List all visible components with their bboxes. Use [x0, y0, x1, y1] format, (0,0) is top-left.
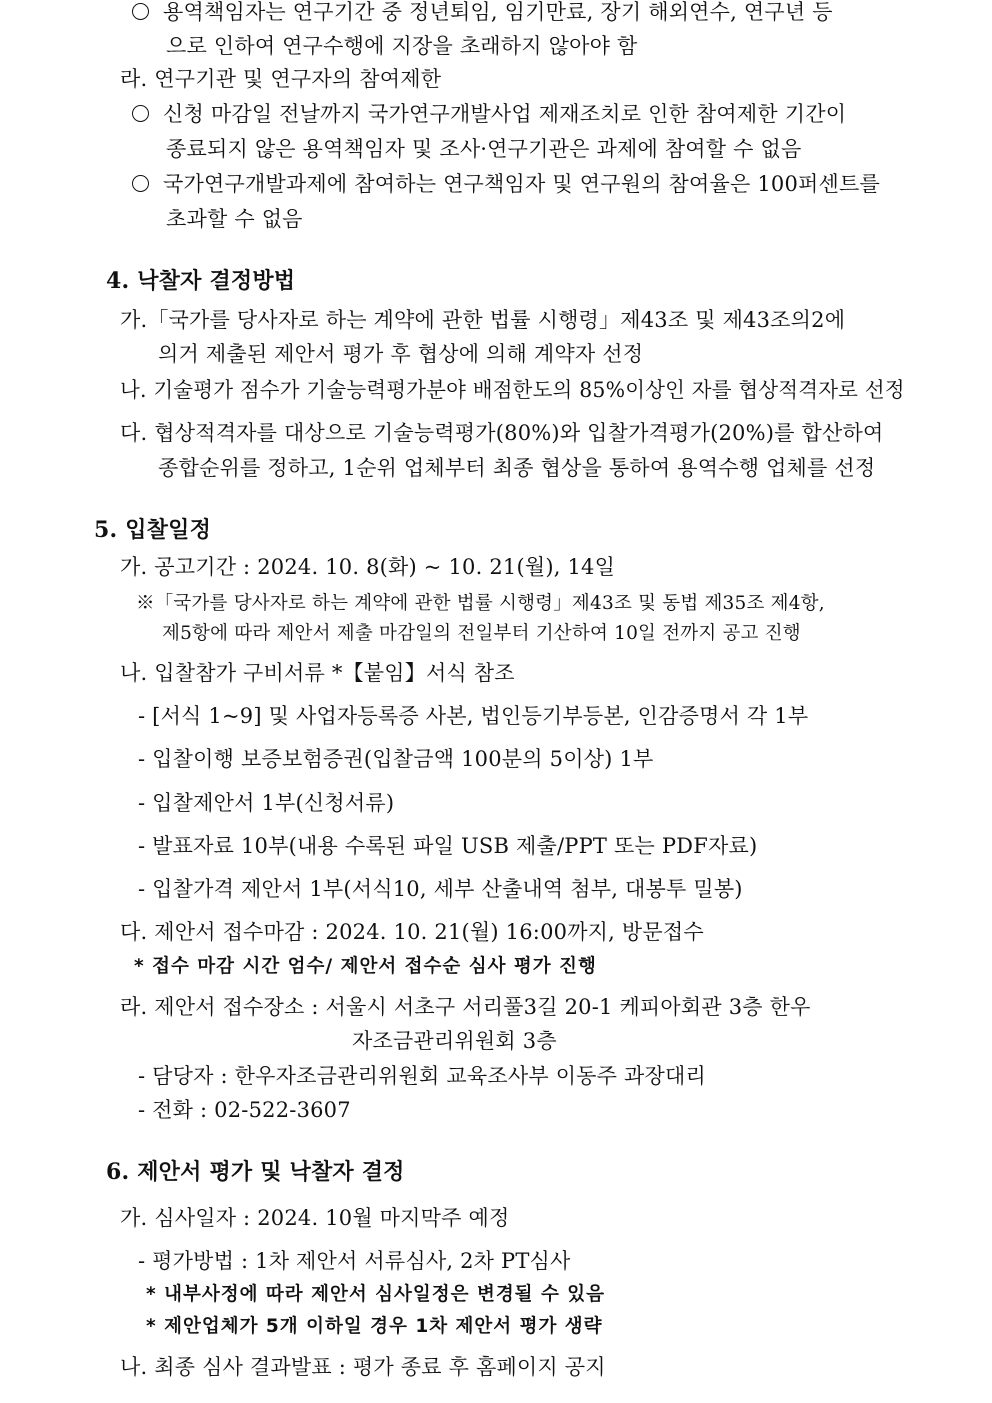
paragraph-text: 의거 제출된 제안서 평가 후 협상에 의해 계약자 선정 — [158, 342, 644, 366]
paragraph-text: 용역책임자는 연구기간 중 정년퇴임, 임기만료, 장기 해외연수, 연구년 등 — [163, 0, 833, 24]
paragraph-text: 다. 협상적격자를 대상으로 기술능력평가(80%)와 입찰가격평가(20%)를 합산하여 — [120, 421, 884, 445]
paragraph-text: 나. 기술평가 점수가 기술능력평가분야 배점한도의 85%이상인 자를 협상적격자로 선정 — [120, 378, 905, 402]
section-heading: 4. 낙찰자 결정방법 — [106, 268, 296, 294]
paragraph-text: 가. 공고기간 : 2024. 10. 8(화) ~ 10. 21(월), 14일 — [120, 555, 616, 579]
list-item: - 발표자료 10부(내용 수록된 파일 USB 제출/PPT 또는 PDF자료) — [138, 834, 758, 858]
paragraph-text: 가.「국가를 당사자로 하는 계약에 관한 법률 시행령」제43조 및 제43조의2에 — [120, 308, 846, 332]
paragraph-text: 으로 인하여 연구수행에 지장을 초래하지 않아야 함 — [166, 34, 638, 58]
list-item: - 입찰제안서 1부(신청서류) — [138, 791, 395, 815]
note-text: * 접수 마감 시간 엄수/ 제안서 접수순 심사 평가 진행 — [134, 956, 597, 977]
note-text: * 제안업체가 5개 이하일 경우 1차 제안서 평가 생략 — [146, 1316, 603, 1337]
bullet-line — [132, 100, 846, 128]
list-item: - 입찰가격 제안서 1부(서식10, 세부 산출내역 첨부, 대봉투 밀봉) — [138, 877, 743, 901]
circle-bullet-icon — [132, 105, 149, 122]
section-heading: 6. 제안서 평가 및 낙찰자 결정 — [106, 1159, 405, 1185]
list-item: - [서식 1~9] 및 사업자등록증 사본, 법인등기부등본, 인감증명서 각 1부 — [138, 704, 809, 728]
note-text: * 내부사정에 따라 제안서 심사일정은 변경될 수 있음 — [146, 1284, 606, 1305]
bullet-line — [132, 170, 880, 198]
paragraph-text: 종료되지 않은 용역책임자 및 조사·연구기관은 과제에 참여할 수 없음 — [166, 137, 802, 161]
circle-bullet-icon — [132, 3, 149, 20]
paragraph-text: 초과할 수 없음 — [166, 207, 303, 231]
note-text: ※「국가를 당사자로 하는 계약에 관한 법률 시행령」제43조 및 동법 제35조 제4항, — [136, 593, 825, 614]
paragraph-text: 라. 제안서 접수장소 : 서울시 서초구 서리풀3길 20-1 케피아회관 3층 한우 — [120, 995, 811, 1019]
bullet-line — [132, 0, 833, 26]
paragraph-text: 다. 제안서 접수마감 : 2024. 10. 21(월) 16:00까지, 방문접수 — [120, 920, 704, 944]
paragraph-text: 가. 심사일자 : 2024. 10월 마지막주 예정 — [120, 1206, 510, 1230]
paragraph-text: 나. 입찰참가 구비서류 *【붙임】서식 참조 — [120, 661, 515, 685]
paragraph-text: 종합순위를 정하고, 1순위 업체부터 최종 협상을 통하여 용역수행 업체를 선정 — [158, 456, 876, 480]
list-item: - 전화 : 02-522-3607 — [138, 1098, 351, 1122]
note-text: 제5항에 따라 제안서 제출 마감일의 전일부터 기산하여 10일 전까지 공고 진행 — [162, 623, 801, 644]
circle-bullet-icon — [132, 175, 149, 192]
section-heading: 5. 입찰일정 — [94, 517, 212, 543]
paragraph-text: 신청 마감일 전날까지 국가연구개발사업 제재조치로 인한 참여제한 기간이 — [163, 102, 847, 126]
list-item: - 담당자 : 한우자조금관리위원회 교육조사부 이동주 과장대리 — [138, 1064, 706, 1088]
paragraph-text: 나. 최종 심사 결과발표 : 평가 종료 후 홈페이지 공지 — [120, 1355, 606, 1379]
paragraph-text: 국가연구개발과제에 참여하는 연구책임자 및 연구원의 참여율은 100퍼센트를 — [163, 172, 880, 196]
list-item: - 입찰이행 보증보험증권(입찰금액 100분의 5이상) 1부 — [138, 747, 654, 771]
subsection-title: 라. 연구기관 및 연구자의 참여제한 — [120, 67, 442, 91]
list-item: - 평가방법 : 1차 제안서 서류심사, 2차 PT심사 — [138, 1249, 571, 1273]
paragraph-text: 자조금관리위원회 3층 — [352, 1029, 557, 1053]
